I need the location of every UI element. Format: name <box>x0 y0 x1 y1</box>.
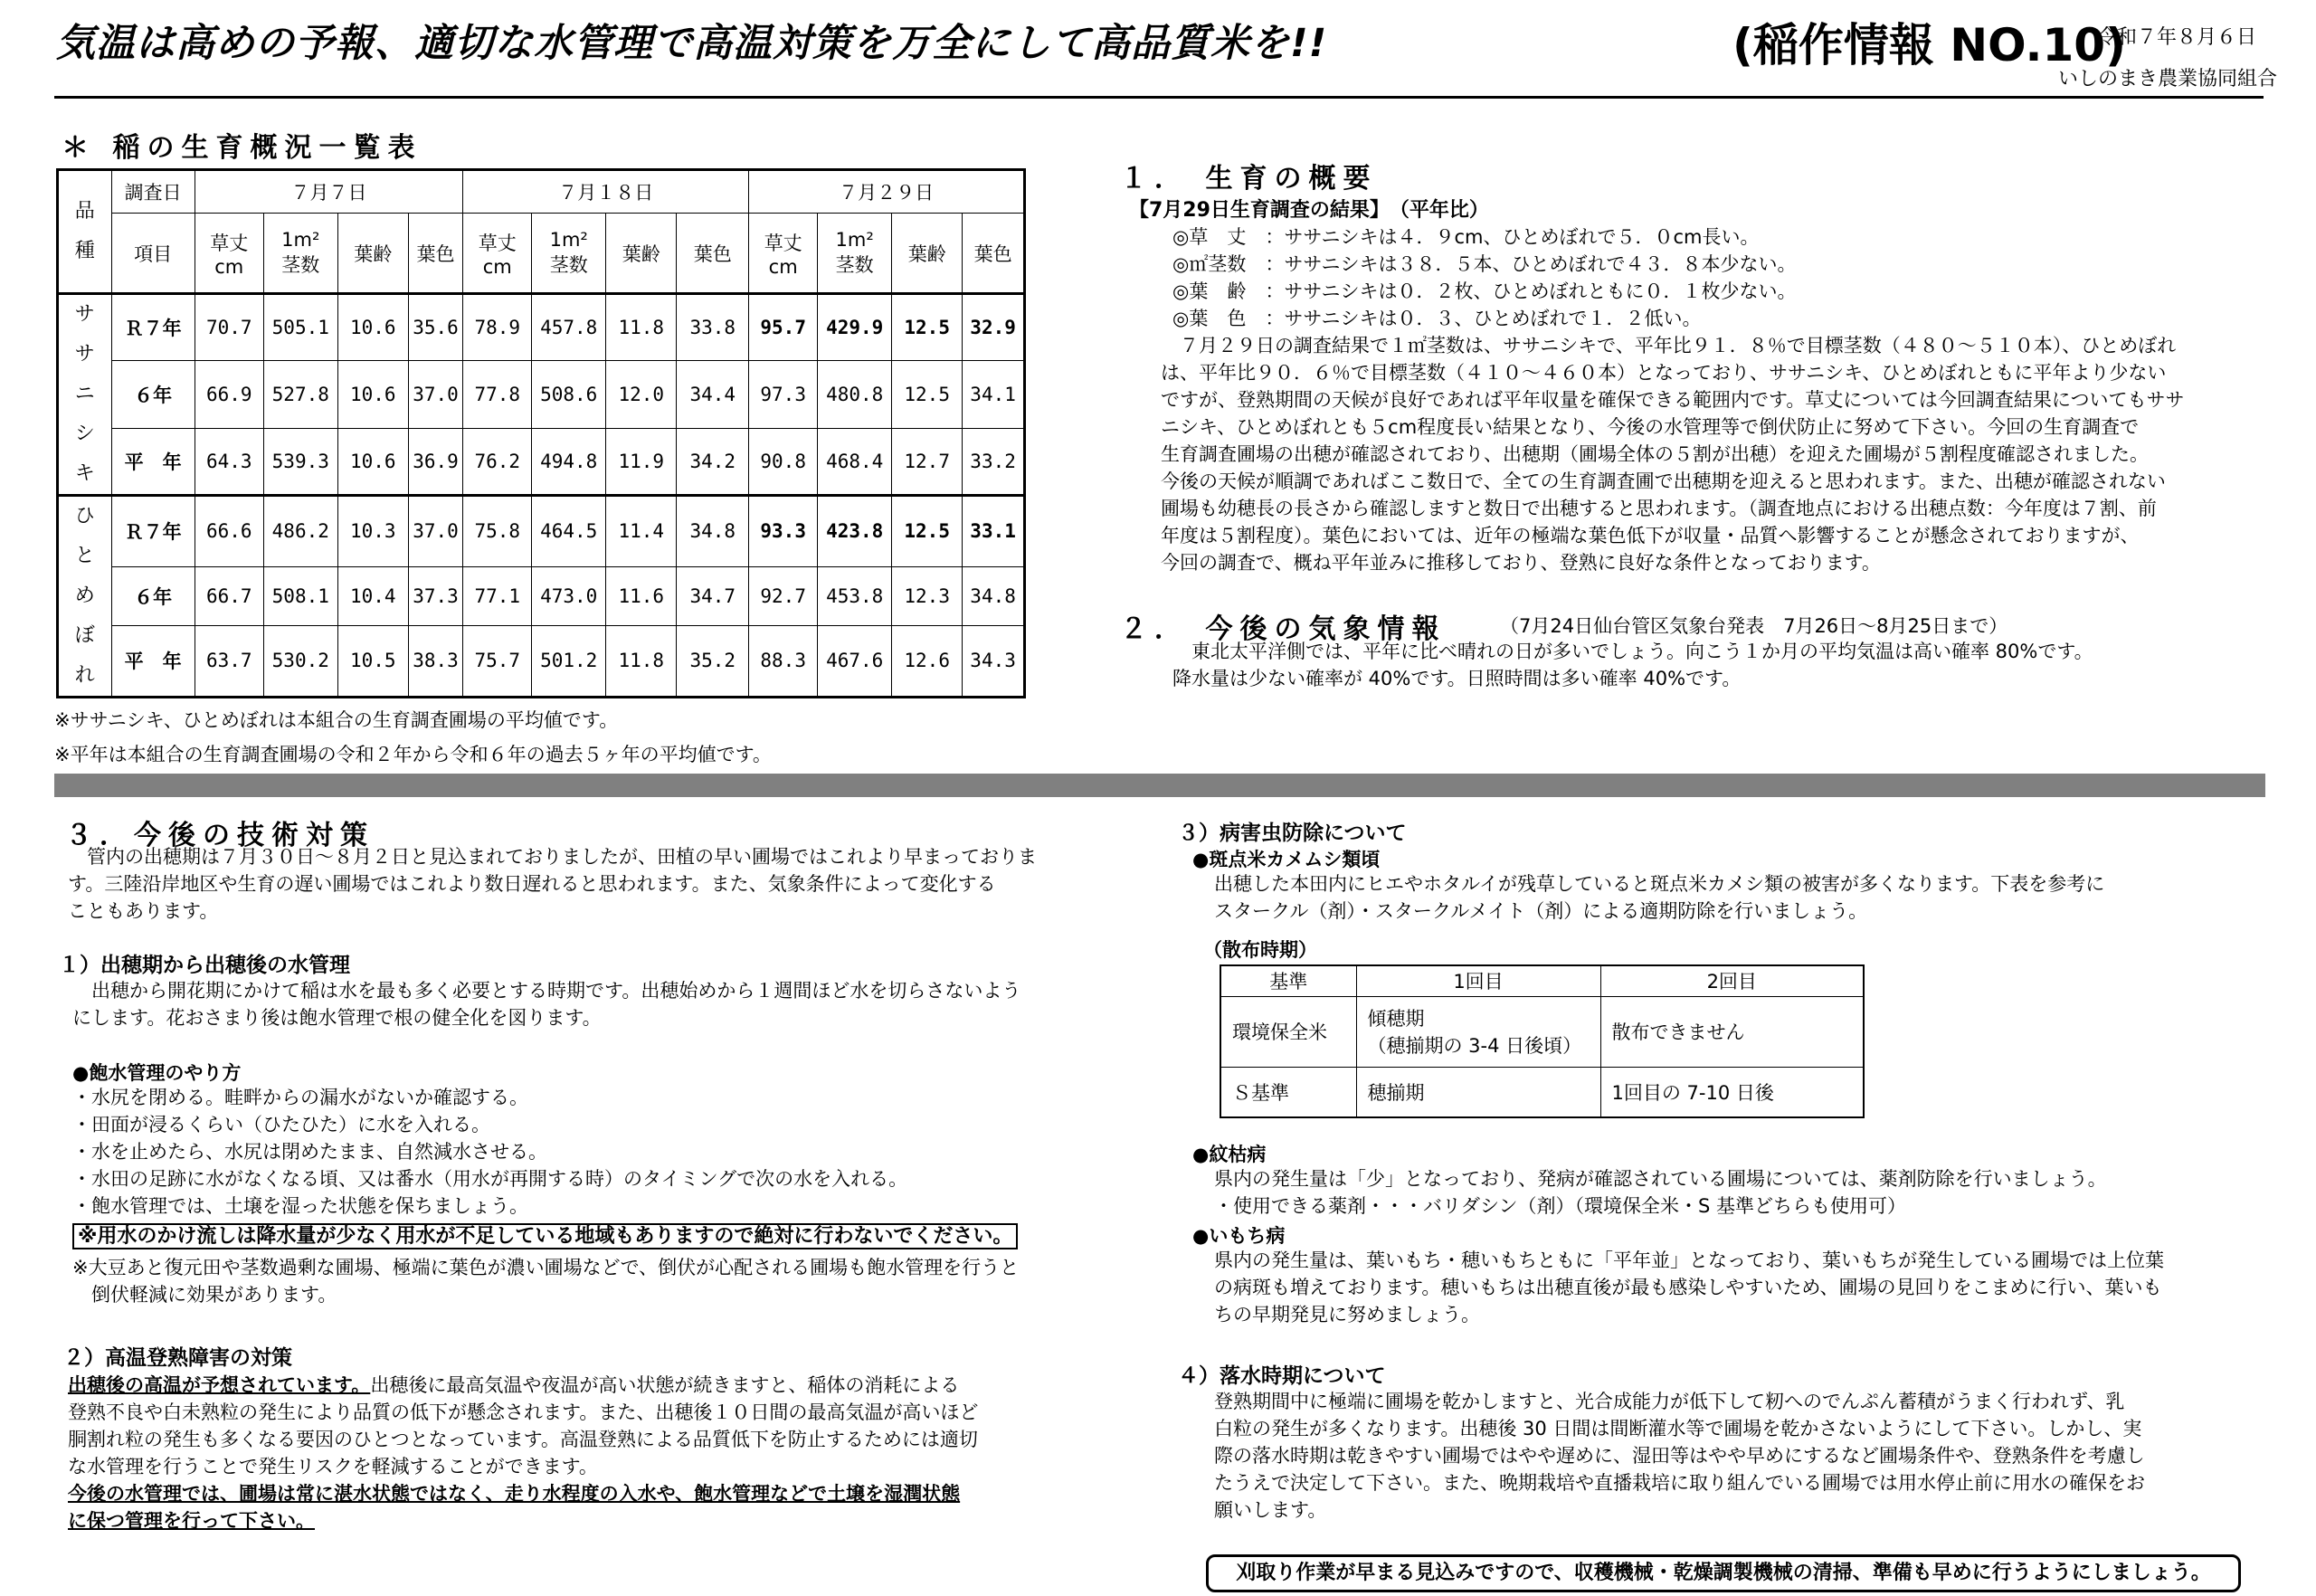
list-item: ・水田の足跡に水がなくなる頃、又は番水（用水が再開する時）のタイミングで次の水を入れる。 <box>72 1168 908 1190</box>
list-item: ・田面が浸るくらい（ひたひた）に水を入れる。 <box>72 1114 490 1135</box>
table-cell: 34.1 <box>963 361 1025 428</box>
table-cell: 467.6 <box>818 626 892 698</box>
water-warning: ※用水のかけ流しは降水量が少なく用水が不足している地域もありますので絶対に行わないでください。 <box>72 1221 1018 1249</box>
table-cell: 34.3 <box>963 626 1025 698</box>
section1-subheading: 【7月29日生育調査の結果】 （平年比） <box>1129 199 1489 222</box>
table-cell: 501.2 <box>532 626 606 698</box>
list-item: ・水尻を閉める。畦畔からの漏水がないか確認する。 <box>72 1087 528 1108</box>
row-label: ６年 <box>111 566 195 625</box>
table-cell: 77.8 <box>463 361 532 428</box>
table-cell: 10.5 <box>337 626 408 698</box>
table-cell: 12.5 <box>892 361 963 428</box>
item-leaf-color: ◎葉 色 ：ササニシキは０．３、ひとめぼれで１．２低い。 <box>1172 308 1702 329</box>
table-cell: 527.8 <box>263 361 337 428</box>
section2-body: 東北太平洋側では、平年に比べ晴れの日が多いでしょう。向こう１か月の平均気温は高い確率 80%です。 降水量は少ない確率が 40%です。日照時間は多い確率 40%です。 <box>1172 641 2093 689</box>
section3-heading: ３．今後の技術対策 <box>65 820 375 851</box>
table-cell: 34.8 <box>677 495 749 566</box>
table-cell: 457.8 <box>532 293 606 360</box>
table-cell: 95.7 <box>749 293 818 360</box>
table-cell: 10.3 <box>337 495 408 566</box>
table-cell: 38.3 <box>408 626 463 698</box>
spray-header-standard: 基準 <box>1220 965 1356 996</box>
table-row <box>58 428 1025 495</box>
section1-items <box>1172 223 1796 332</box>
table-cell: 93.3 <box>749 495 818 566</box>
section1-heading: １． 生育の概要 <box>1120 163 1378 195</box>
table-cell: 88.3 <box>749 626 818 698</box>
spray-header-first: 1回目 <box>1356 965 1600 996</box>
header-divider <box>54 96 2264 99</box>
section3-intro: 管内の出穂期は７月３０日～８月２日と見込まれておりましたが、田植の早い圃場ではこれより早まっておりま す。三陸沿岸地区や生育の遅い圃場ではこれより数日遅れると思われます。また、気象条件によって変化する こともあります。 <box>68 846 1037 922</box>
table-cell: 75.7 <box>463 626 532 698</box>
table-cell: 33.1 <box>963 495 1025 566</box>
table-cell: 35.6 <box>408 293 463 360</box>
growth-table <box>56 168 1026 698</box>
table-cell: 12.3 <box>892 566 963 625</box>
issue-date: 令和７年８月６日 <box>2097 26 2257 49</box>
stems-header: 1m² 茎数 <box>818 214 892 293</box>
date-col-1: ７月７日 <box>195 170 462 214</box>
table-cell: 468.4 <box>818 428 892 495</box>
table-cell: 508.6 <box>532 361 606 428</box>
table-cell: 10.6 <box>337 293 408 360</box>
table-cell: 33.8 <box>677 293 749 360</box>
table-cell: 35.2 <box>677 626 749 698</box>
height-header: 草丈 cm <box>195 214 263 293</box>
table-cell: 66.7 <box>195 566 263 625</box>
sheath-blight-body: 県内の発生量は「少」となっており、発病が確認されている圃場については、薬剤防除を行いましょう。 ・使用できる薬剤・・・バリダシン（剤）（環境保全米・S 基準どちらも使用可） <box>1214 1168 2107 1217</box>
table-cell: 97.3 <box>749 361 818 428</box>
table-cell: 37.0 <box>408 361 463 428</box>
table-cell: 34.8 <box>963 566 1025 625</box>
rice-blast-body: 県内の発生量は、葉いもち・穂いもちともに「平年並」となっており、葉いもちが発生している圃場では上位葉 の病斑も増えております。穂いもちは出穂直後が最も感染しやすいため、圃場の見回りをこまめに行い、葉いも ちの早期発見に努めましょう。 <box>1214 1249 2164 1325</box>
sheath-blight-title: ●紋枯病 <box>1192 1144 1267 1165</box>
table-cell: 473.0 <box>532 566 606 625</box>
water-management-body: 出穂から開花期にかけて稲は水を最も多く必要とする時期です。出穂始めから１週間ほど水を切らさないよう にします。花おさまり後は飽水管理で根の健全化を図ります。 <box>72 980 1021 1029</box>
table-cell: 77.1 <box>463 566 532 625</box>
table-cell: 37.3 <box>408 566 463 625</box>
table-cell: 508.1 <box>263 566 337 625</box>
table-cell: 11.6 <box>606 566 677 625</box>
leaf-age-header: 葉齢 <box>892 214 963 293</box>
table-cell: 12.7 <box>892 428 963 495</box>
table-cell: 11.8 <box>606 626 677 698</box>
saturated-method-list <box>72 1084 907 1220</box>
date-col-3: ７月２９日 <box>749 170 1025 214</box>
table-cell: 66.6 <box>195 495 263 566</box>
table-row <box>58 566 1025 625</box>
table-cell: 32.9 <box>963 293 1025 360</box>
harvest-reminder-box: 刈取り作業が早まる見込みですので、収穫機械・乾燥調製機械の清掃、準備も早めに行うようにしましょう。 <box>1206 1554 2241 1592</box>
table-cell: 11.8 <box>606 293 677 360</box>
leaf-age-header: 葉齢 <box>606 214 677 293</box>
item-header-row <box>58 214 1025 293</box>
table-cell: 66.9 <box>195 361 263 428</box>
leaf-age-header: 葉齢 <box>337 214 408 293</box>
heat-damage-body: 出穂後の高温が予想されています。出穂後に最高気温や夜温が高い状態が続きますと、稲体の消耗による 登熟不良や白未熟粒の発生により品質の低下が懸念されます。また、出穂後１０日間の最高気温が高いほど 胴割れ粒の発生も多くなる要因のひとつとなっています。高温登熟による品質低下を防止するためには適切 な水管理を行うことで発生リスクを軽減することができます。 今後の水管理では、圃場は常に湛水状態ではなく、走り水程度の入水や、飽水管理などで土壌を湿潤状態 に保つ管理を行って下さい。 <box>68 1374 979 1532</box>
item-height: ◎草 丈 ：ササニシキは４．９cm、ひとめぼれで５．０cm長い。 <box>1172 226 1760 248</box>
rice-blast-title: ●いもち病 <box>1192 1225 1286 1247</box>
variety-name: サ サ ニ シ キ <box>58 293 112 495</box>
variety-name: ひ と め ぼ れ <box>58 495 112 697</box>
date-col-2: ７月１８日 <box>463 170 749 214</box>
table-row <box>58 626 1025 698</box>
table-row: Ｓ基準 穂揃期 1回目の 7-10 日後 <box>1220 1067 1864 1117</box>
table-cell: 10.4 <box>337 566 408 625</box>
section-divider-bar <box>54 774 2265 797</box>
table-cell: 423.8 <box>818 495 892 566</box>
table-cell: 505.1 <box>263 293 337 360</box>
drainage-title: ４）落水時期について <box>1178 1364 1386 1388</box>
table-cell: 90.8 <box>749 428 818 495</box>
drainage-body: 登熟期間中に極端に圃場を乾かしますと、光合成能力が低下して籾へのでんぷん蓄積がうまく行われず、乳 白粒の発生が多くなります。出穂後 30 日間は間断灌水等で圃場を乾かさないようにして下さい。しかし、実 際の落水時期は乾きやすい圃場ではやや遅めに、湿田等はやや早めにするなど圃場条件や、登熟条件を考慮し たうえで決定して下さい。また、晩期栽培や直播栽培に取り組んでいる圃場では用水停止前に用水の確保をお 願いします。 <box>1214 1391 2145 1521</box>
heat-damage-title: ２）高温登熟障害の対策 <box>63 1346 292 1370</box>
survey-date-label: 調査日 <box>111 170 195 214</box>
leaf-color-header: 葉色 <box>408 214 463 293</box>
section1-body: ７月２９日の調査結果で１㎡茎数は、ササニシキで、平年比９１．８％で目標茎数（４８０～５１０本）、ひとめぼれ は、平年比９０．６％で目標茎数（４１０～４６０本）となっており、ササニシキ、ひとめぼれともに平年より少ない ですが、登熟期間の天候が良好であれば平年収量を確保できる範囲内です。草丈については今回調査結果についてもササ ニシキ、ひとめぼれとも５cm程度長い結果となり、今後の水管理等で倒伏防止に努めて下さい。今回の生育調査で 生育調査圃場の出穂が確認されており、出穂期（圃場全体の５割が出穂）を迎えた圃場が５割程度確認されました。 今後の天候が順調であればここ数日で、全ての生育調査圃で出穂期を迎えると思われます。また、出穂が確認されない 圃場も幼穂長の長さから確認しますと数日で出穂すると思われます。（調査地点における出穂点数：今年度は７割、前 年度は５割程度）。葉色においては、近年の極端な葉色低下が収量・品質へ影響することが懸念されておりますが、 今回の調査で、概ね平年並みに推移しており、登熟に良好な条件となっております。 <box>1161 335 2185 574</box>
table-row: 環境保全米 傾穂期 （穂揃期の 3-4 日後頃） 散布できません <box>1220 996 1864 1067</box>
table-cell: 64.3 <box>195 428 263 495</box>
height-header: 草丈 cm <box>749 214 818 293</box>
stems-header: 1m² 茎数 <box>263 214 337 293</box>
table-cell: 34.7 <box>677 566 749 625</box>
table-cell: 34.2 <box>677 428 749 495</box>
table-row <box>58 361 1025 428</box>
table-row <box>58 293 1025 360</box>
leaf-color-header: 葉色 <box>963 214 1025 293</box>
table-cell: 10.6 <box>337 428 408 495</box>
table-cell: 63.7 <box>195 626 263 698</box>
row-label: 平 年 <box>111 626 195 698</box>
lodging-note: ※大豆あと復元田や茎数過剰な圃場、極端に葉色が濃い圃場などで、倒伏が心配される圃場も飽水管理を行うと 倒伏軽減に効果があります。 <box>72 1257 1020 1306</box>
table-cell: 92.7 <box>749 566 818 625</box>
table-cell: 12.5 <box>892 293 963 360</box>
table-cell: 78.9 <box>463 293 532 360</box>
page-title: 気温は高めの予報、適切な水管理で高温対策を万全にして高品質米を!! <box>56 21 1328 66</box>
spray-header-second: 2回目 <box>1600 965 1864 996</box>
section2-heading: ２． 今後の気象情報 <box>1120 613 1447 645</box>
table-cell: 70.7 <box>195 293 263 360</box>
table-cell: 486.2 <box>263 495 337 566</box>
row-label: Ｒ７年 <box>111 293 195 360</box>
spray-header-row <box>1220 965 1864 996</box>
organization-name: いしのまき農業協同組合 <box>2058 68 2278 90</box>
stink-bug-title: ●斑点米カメムシ類頃 <box>1192 849 1381 870</box>
item-label: 項目 <box>111 214 195 293</box>
bulletin-number: (稲作情報 NO.10) <box>1732 19 2126 71</box>
growth-table-heading: ＊ 稲の生育概況一覧表 <box>62 132 422 164</box>
table-cell: 480.8 <box>818 361 892 428</box>
pest-control-title: ３）病害虫防除について <box>1178 822 1407 845</box>
stink-bug-body: 出穂した本田内にヒエやホタルイが残草していると斑点米カメシ類の被害が多くなります。下表を参考に スタークル（剤）・スタークルメイト（剤）による適期防除を行いましょう。 <box>1214 873 2105 922</box>
weather-source-note: （7月24日仙台管区気象台発表 7月26日～8月25日まで） <box>1500 615 2008 637</box>
table-cell: 429.9 <box>818 293 892 360</box>
table-cell: 36.9 <box>408 428 463 495</box>
water-management-title: １）出穂期から出穂後の水管理 <box>59 954 350 977</box>
list-item: ・飽水管理では、土壌を湿った状態を保ちましょう。 <box>72 1195 528 1217</box>
table-cell: 12.5 <box>892 495 963 566</box>
item-stems: ◎㎡茎数 ：ササニシキは３８．５本、ひとめぼれで４３．８本少ない。 <box>1172 253 1797 275</box>
spray-timing-label: （散布時期） <box>1203 939 1317 961</box>
row-label: 平 年 <box>111 428 195 495</box>
table-cell: 10.6 <box>337 361 408 428</box>
variety-header: 品 種 <box>58 170 112 294</box>
table-cell: 530.2 <box>263 626 337 698</box>
table-cell: 539.3 <box>263 428 337 495</box>
table-cell: 37.0 <box>408 495 463 566</box>
table-note-1: ※ササニシキ、ひとめぼれは本組合の生育調査圃場の平均値です。 <box>54 709 619 731</box>
table-cell: 12.6 <box>892 626 963 698</box>
item-leaf-age: ◎葉 齢 ：ササニシキは０．２枚、ひとめぼれともに０．１枚少ない。 <box>1172 280 1797 302</box>
table-note-2: ※平年は本組合の生育調査圃場の令和２年から令和６年の過去５ヶ年の平均値です。 <box>54 744 772 765</box>
table-cell: 11.4 <box>606 495 677 566</box>
table-cell: 464.5 <box>532 495 606 566</box>
spray-timing-table <box>1220 964 1865 1118</box>
table-cell: 33.2 <box>963 428 1025 495</box>
list-item: ・水を止めたら、水尻は閉めたまま、自然減水させる。 <box>72 1141 547 1163</box>
leaf-color-header: 葉色 <box>677 214 749 293</box>
table-cell: 453.8 <box>818 566 892 625</box>
table-cell: 12.0 <box>606 361 677 428</box>
table-cell: 76.2 <box>463 428 532 495</box>
table-cell: 11.9 <box>606 428 677 495</box>
stems-header: 1m² 茎数 <box>532 214 606 293</box>
saturated-method-title: ●飽水管理のやり方 <box>72 1062 242 1084</box>
height-header: 草丈 cm <box>463 214 532 293</box>
table-cell: 494.8 <box>532 428 606 495</box>
row-label: ６年 <box>111 361 195 428</box>
row-label: Ｒ７年 <box>111 495 195 566</box>
table-cell: 34.4 <box>677 361 749 428</box>
table-row <box>58 495 1025 566</box>
table-cell: 75.8 <box>463 495 532 566</box>
